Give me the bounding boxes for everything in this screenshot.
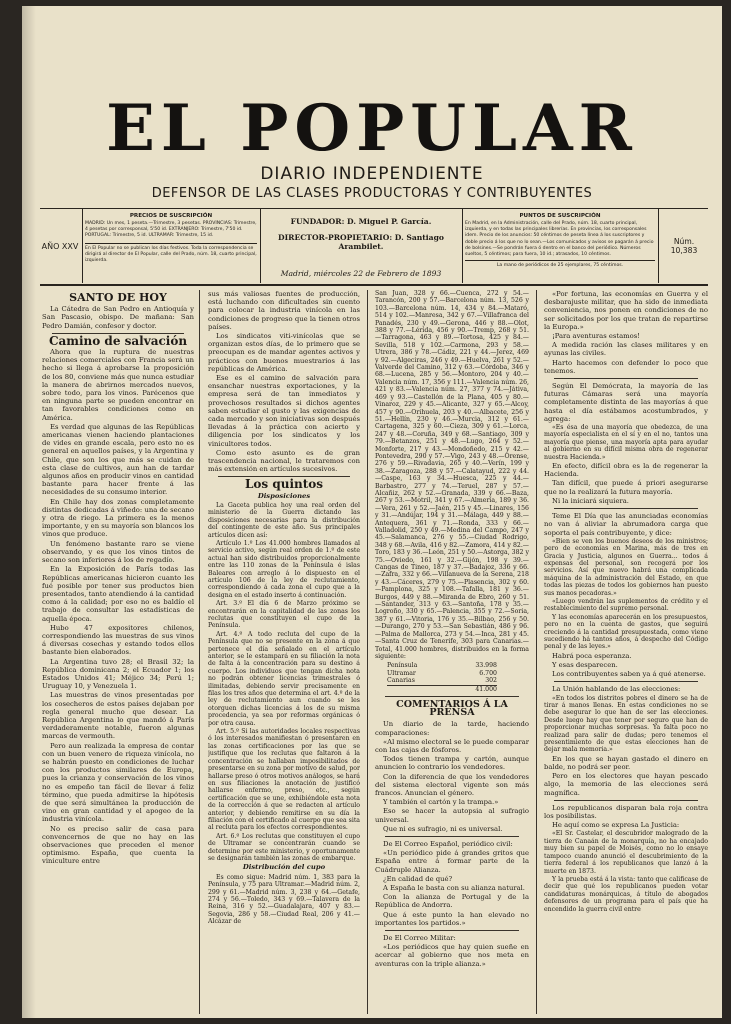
paragraph: «En todos los distritos pobres el dinero se ha de tirar á manos llenas. En estas condiciones no se debe asegurar lo que han de ser las elecciones. Desde luego hay que tener por seguro que han de proporcionar muchas sorpresas. Ya falta poco no realizad para salir de dudas; pero tenemos el presentimiento de que estas elecciones han de dejar mala memoria.» — [544, 694, 708, 754]
paragraph: Que ni es sufragio, ni es universal. — [383, 824, 503, 833]
paragraph: «El Sr. Castelar, el descubridor malogrado de la tierra de Canaán de la monarquía, no ha encajado muy bien su papel de Moisés, como no lo ensaye tampoco cuando anunció el descubrimiento de la tierra federal á los republicanos que lanzó á la muerte en 1873. — [544, 830, 708, 875]
paragraph: Teme El Día que las anunciadas economías no van á aliviar la abrumadora carga que soporta el país contribuyente, y dice: — [544, 512, 708, 537]
masthead-title: EL POPULAR — [106, 91, 638, 166]
paragraph: Ni la iniciará siquiera. — [552, 496, 629, 505]
precios-text: MADRID: Un mes, 1 peseta.—Trimestre, 3 pesetas. PROVINCIAS: Trimestre, 4 pesetas por corresponsal, 5'50 id. EXTRANJERO: Trimestre, 7'50 id. PORTUGAL: Trimestre, 5 id. ULTRAMAR: Trimestre, 15 id. — [85, 221, 257, 239]
paragraph: Ese es el camino de salvación para ensanchar nuestras exportaciones, y la empresa será de tan inmediatos y provechosos resultados si dichos agentes saben estudiar el gusto y las exigencias de cada mercado y son iniciativas son después llevadas á la práctica con acierto y diligencia por los sindicatos y los vinicultores todos. — [208, 374, 360, 448]
paragraph: Art. 6.º Los reclutas que constituyen el cupo de Ultramar se concentrarán cuando se determine por este ministerio, y oportunamente se designarán también las zonas de embarque. — [208, 832, 360, 862]
paragraph: En Chile hay dos zonas completamente distintas dedicadas á viñedo: una de secano y otra de riego. La primera es la menos importante, y en su mayoría son blancos los vinos que produce. — [42, 497, 194, 539]
paragraph: Un fenómeno bastante raro se viene observando, y es que los vinos tintos de secano son inferiores á los de regadío. — [42, 539, 194, 565]
paragraph: Y la prueba está á la vista: tanto que calificase de decir que qué los republicanos pueden votar candidaturas monárquicas, á título de abogados defensores de un programa para el país que ha encendido la guerra civil entre — [544, 875, 708, 913]
column-separator — [367, 290, 368, 1014]
headline: Camino de salvación — [48, 333, 188, 348]
paragraph: «Por fortuna, las economías en Guerra y el desbarajuste militar, que ha sido de inmediata conveniencia, nos ponen en condiciones de no ser solicitados por los que tratan de repartirse la Europa.» — [544, 290, 708, 331]
paragraph: «Los periódicos que hay quien sueñe en acercar al gobierno que nos meta en aventuras con la triple alianza.» — [375, 943, 529, 968]
column-separator — [536, 290, 537, 1014]
header-divider — [658, 209, 659, 283]
paragraph: Es verdad que algunas de las Repúblicas americanas vienen haciendo plantaciones de vides en grande escala, pero esto no es general en aquellos países, y la Argentina y Chile, que son los que más se cuidan de esta clase de cultivos, aun han de tardar algunos años en producir vinos en cantidad bastante para hacer frente á las necesidades de su consumo interior. — [42, 422, 194, 497]
year-label: AÑO XXV — [41, 241, 79, 251]
column-4 — [544, 290, 708, 914]
divider — [385, 836, 519, 837]
puntos-title: PUNTOS DE SUSCRIPCIÓN — [519, 213, 601, 219]
comentarios-title: COMENTARIOS Á LA PRENSA — [396, 698, 508, 719]
paragraph: San Juan, 328 y 66.—Cuenca, 272 y 54.—Tarancón, 200 y 57.—Barcelona núm. 13, 526 y 103.—Barcelona núm. 14, 434 y 84.—Mataró, 514 y 102.—Manresa, 342 y 67.—Villafranca del Panadés, 230 y 49.—Gerona, 446 y 88.—Olot, 388 y 77.—Lérida, 456 y 90.—Tremp, 268 y 51.—Tarragona, 463 y 89.—Tortosa, 425 y 84.—Sevilla, 518 y 102.—Carmona, 293 y 58.—Utrera, 386 y 78.—Cádiz, 221 y 44.—Jerez, 469 y 92.—Algeciras, 246 y 49.—Huelva, 261 y 52.—Valverde del Camino, 312 y 63.—Córdoba, 346 y 68.—Lucena, 285 y 56.—Montoro, 204 y 40.—Valencia núm. 17, 356 y 111.—Valencia núm. 26, 421 y 83.—Valencia núm. 27, 377 y 74.—Játiva, 469 y 93.—Castellón de la Plana, 405 y 80.—Vinaroz, 229 y 45.—Alicante, 327 y 65.—Alcoy, 457 y 90.—Orihuela, 203 y 40.—Albacete, 256 y 51.—Hellín, 230 y 46.—Murcia, 312 y 61.—Cartagena, 325 y 60.—Cieza, 309 y 61.—Lorca, 247 y 48.—Coruña, 349 y 68.—Santiago, 309 y 79.—Betanzos, 251 y 48.—Lugo, 264 y 52.—Monforte, 217 y 43.—Mondoñedo, 215 y 42.—Pontevedra, 290 y 57.—Vigo, 243 y 48.—Orense, 276 y 59.—Rivadavia, 265 y 40.—Verín, 199 y 38.—Zaragoza, 288 y 57.—Calatayud, 222 y 44.—Caspe, 163 y 34.—Huesca, 225 y 44.—Barbastro, 277 y 74.—Teruel, 287 y 57.—Alcañiz, 262 y 52.—Granada, 339 y 66.—Baza, 267 y 53.—Motril, 341 y 67.—Almería, 189 y 36.—Vera, 261 y 52.—Jaén, 215 y 45.—Linares, 156 y 31.—Andújar, 194 y 31.—Málaga, 449 y 88.—Antequera, 361 y 71.—Ronda, 333 y 66.—Valladolid, 250 y 49.—Medina del Campo, 247 y 45.—Salamanca, 276 y 55.—Ciudad Rodrigo, 348 y 68.—Avila, 416 y 82.—Zamora, 414 y 82.—Toro, 183 y 36.—León, 251 y 50.—Astorga, 382 y 75.—Oviedo, 161 y 32.—Gijón, 198 y 39.—Cangas de Tineo, 187 y 37.—Badajoz, 336 y 66.—Zafra, 332 y 66.—Villanueva de la Serena, 218 y 43.—Cáceres, 279 y 75.—Plasencia, 302 y 60.—Pamplona, 325 y 108.—Tafalla, 181 y 36.—Burgos, 449 y 88.—Miranda de Ebro, 260 y 51.—Santander, 313 y 63.—Santoña, 178 y 35.—Logroño, 330 y 65.—Palencia, 355 y 72.—Soria, 387 y 61.—Vitoria, 176 y 35.—Bilbao, 256 y 50.—Durango, 270 y 53.—San Sebastián, 486 y 96.—Palma de Mallorca, 273 y 54.—Inca, 281 y 45.—Santa Cruz de Tenerife, 303 para Canarias.—Total, 41.000 hombres, distribuidos en la forma siguiente: — [375, 290, 529, 660]
paragraph: He aquí como se expresa La Justicia: — [552, 821, 680, 830]
totals-row: Canarias 302 — [387, 677, 497, 685]
paragraph: «Bien se ven los buenos deseos de los ministros; pero de economías en Marina, más de tres en Gracia y Justicia, algunos en Guerra... todos á expensas del personal, son recogerá por los servicios. Así que nuevo habrá una complicada máquina de la administración del Estado, en que todas las piezas de todos los gobiernos han puesto sus manos pecadoras.» — [544, 537, 708, 597]
paragraph: A España le basta con su alianza natural. — [383, 884, 525, 892]
paragraph: Art. 5.º Si las autoridades locales respectivas ó los interesados manifiestan ó presentaren en las zonas certificaciones por las que se justifique que los reclutas que faltaron á la concentración se hallaban imposibilitados de presentarse en su zona por motivo de salud, por hallarse preso ó otros motivos análogos, se hará en sus filiaciones la anotación de justificó hallarse enfermo, preso, etc., según certificación que se une, exhibiéndole esta nota de la corrección á que se redacten al artículo anterior, y debiendo remitirse en su día la filiación con el certificado al cuerpo que sea sita al recluta para los efectos correspondientes. — [208, 728, 360, 832]
paragraph: Art. 4.º A todo recluta del cupo de la Península que no se presente en la zona á que pertenece el día señalado en el artículo anterior, se le estampará en su filiación la nota de falta á la concentración para su destino á cuerpo. Los individuos que tengan dicha nota no podrán obtener licencias trimestrales ó ilimitadas, debiendo servir precisamente en filas los tres años que determina el art. 4.º de la ley de reclutamiento aun cuando se les otorguen dichas licencias á los de su misma procedencia, ya sea por reformas orgánicas ó por otra causa. — [208, 630, 360, 727]
paragraph: La Gaceta publica hoy una real orden del ministerio de la Guerra dictando las disposiciones necesarias para la distribución del contingente de este año. Sus principales artículos dicen así: — [208, 501, 360, 539]
dateline: Madrid, miércoles 22 de Febrero de 1893 — [280, 269, 442, 278]
divider — [385, 696, 519, 697]
paragraph: Habrá poca esperanza. — [552, 651, 632, 660]
precios-note: En El Popular no se publican los días festivos. Toda la correspondencia se dirigirá al director de El Popular, calle del Prado, núm. 18, cuarto principal, izquierda. — [85, 243, 257, 265]
paragraph: Art. 3.º El día 6 de Marzo próximo se encontrarán en la capitalidad de las zonas los reclutas que constituyen el cupo de la Península. — [208, 600, 360, 630]
paragraph: Los contribuyentes saben ya á qué atenerse. — [552, 670, 706, 679]
director-line: DIRECTOR-PROPIETARIO: D. Santiago Arambilet. — [278, 233, 444, 251]
paragraph: Los sindicatos viti-vinícolas que se organizan estos días, de lo primero que se preocupan es de mandar agentes activos y prácticos con buenos muestrarios á las repúblicas de América. — [208, 332, 360, 373]
paragraph: En efecto, difícil obra es la de regenerar la Hacienda. — [544, 462, 708, 479]
paragraph: ¡Para aventuras estamos! — [552, 332, 640, 341]
quintos-title: Los quintos — [244, 477, 324, 492]
puntos-note: La mano de periódicos de 25 ejemplares, 75 céntimos. — [465, 260, 655, 269]
paragraph: Según El Demócrata, la mayoría de las futuras Cámaras será una mayoría completamente distinta de las mayorías á que hasta el día estábamos acostumbrados, y agrega: — [544, 382, 708, 423]
paragraph: Y las economías aparecerán en los presupuestos, pero no en la cuenta de gastos, que seguirá creciendo á la cantidad presupuestada, como viene sucediendo há tantos años, á despecho del Código penal y de las leyes.» — [544, 613, 708, 651]
totals-row: 41.000 — [387, 685, 497, 693]
divider — [385, 930, 519, 931]
paragraph: Y también el cartón y la trampa.» — [383, 798, 499, 807]
paragraph: Las muestras de vinos presentadas por los cosecheros de estos países dejaban por regla general mucho que desear. La República Argentina lo que mandó á París verdaderamente notable, fueron algunas marcas de vermouth. — [42, 691, 194, 741]
paragraph: En los que se hayan gastado el dinero en balde, no podrá ser peor. — [544, 754, 708, 772]
direction-box — [263, 209, 459, 283]
paragraph: Un diario de la tarde, haciendo comparaciones: — [375, 720, 529, 737]
paragraph: Con la alianza de Portugal y de la República de Andorra. — [375, 893, 529, 910]
paragraph: Tan difícil, que puede á priori asegurarse que no la realizará la futura mayoría. — [544, 479, 708, 496]
paragraph: De El Correo Militar: — [383, 934, 456, 943]
totals-table — [387, 662, 529, 693]
masthead-motto: DEFENSOR DE LAS CLASES PRODUCTORAS Y CONTRIBUYENTES — [151, 186, 593, 201]
paragraph: ¿En calidad de qué? — [383, 874, 453, 883]
paragraph: Con la diferencia de que los vendedores del sistema electoral vigente son más francos. Anuncian el género. — [375, 772, 529, 797]
fundador-line: FUNDADOR: D. Miguel P. García. — [290, 217, 432, 226]
masthead-subtitle: DIARIO INDEPENDIENTE — [260, 164, 484, 184]
paragraph: sus más valiosas fuentes de producción, está luchando con dificultades sin cuento para colocar la industria vinícola en las condiciones de progreso que la tienen otros países. — [208, 290, 360, 331]
dispos-title: Disposiciones — [257, 491, 311, 500]
totals-row: Ultramar 6.700 — [387, 669, 497, 677]
paragraph: Como esto asunto es de gran trascendencia nacional, le trataremos con más extensión en artículos sucesivos. — [208, 448, 360, 474]
paragraph: La Argentina tuvo 28; el Brasil 32; la República dominicana 2; el Ecuador 1; los Estados Unidos 41; Méjico 34; Perú 1; Uruguay 10, y Venezuela 1. — [42, 657, 194, 691]
divider — [554, 378, 698, 379]
paragraph: Que á este punto la han elevado no importantes los partidos.» — [375, 910, 529, 927]
header-divider — [462, 209, 463, 283]
paragraph: Los republicanos disparan bala roja contra los posibilistas. — [544, 803, 708, 821]
precios-box — [85, 209, 257, 283]
column-separator — [199, 290, 200, 1014]
paragraph: Eso se hacer la autopsia al sufragio universal. — [375, 807, 529, 824]
paragraph: Harto hacemos con defender lo poco que tenemos. — [544, 358, 708, 375]
paragraph: «Es ésa de una mayoría que obedezca, de una mayoría especialista en el sí y en el no, tantos una mayoría que piense, una mayoría apta para ayudar al gobierno en su difícil misma obra de regenerar nuestra Hacienda.» — [544, 424, 708, 461]
column-1 — [42, 290, 194, 867]
header-divider — [260, 209, 261, 283]
totals-row: Península 33.998 — [387, 662, 497, 670]
paragraph: La Unión hablando de las elecciones: — [552, 685, 681, 694]
newspaper-page — [22, 6, 722, 1018]
paragraph: Ahora que la ruptura de nuestras relaciones comerciales con Francia será un hecho si llega á aprobarse la proposición de los 80, conviene más que nunca estudiar la manera de abrirnos mercados nuevos, sobre todo, para los vinos. Parécenos que en ninguna parte se pueden encontrar en tan favorables condiciones como en América. — [42, 348, 194, 422]
issue-number: Núm. 10,383 — [670, 237, 698, 255]
precios-title: PRECIOS DE SUSCRIPCIÓN — [129, 213, 213, 219]
paragraph: En la Exposición de París todas las Repúblicas americanas hicieron cuanto les fué posible por tener sus productos bien presentados, tanto atendiendo á la cantidad como á la calidad; por eso no es baldío el trabajo de consultar las estadísticas de aquella época. — [42, 565, 194, 623]
paragraph: «Un periódico pide á grandes gritos que España entre á formar parte de la Cuádruple Alianza. — [375, 849, 529, 874]
paragraph: Pero aun realizada la empresa de contar con un buen venero de riqueza vinícola, no se habrán puesto en condiciones de luchar con los productos similares de Europa, pues la crianza y conservación de los vinos no es empeño tan fácil de llevar á feliz término, que pueda admitirse la hipótesis de que será simultánea la producción de vino en gran cantidad y el apogeo de la industria vinícola. — [42, 741, 194, 824]
divider — [554, 508, 698, 509]
paragraph: Y esas desparecen. — [552, 661, 618, 669]
column-2 — [208, 290, 360, 927]
paragraph: Pero en los electores que hayan pescado algo, la memoria de las elecciones será magnífica. — [544, 772, 708, 797]
divider — [554, 681, 698, 682]
header-divider — [82, 209, 83, 283]
paragraph: Artículo 1.º Los 41.000 hombres llamados al servicio activo, según real orden de 1.º de este actual han sido distribuidos proporcionalmente entre las 110 zonas de la Península é islas Baleares con arreglo á lo dispuesto en el artículo 106 de la ley de reclutamiento, correspondiendo á cada zona el cupo que a la designa en el estado inserto á continuación. — [208, 539, 360, 599]
column-3 — [375, 290, 529, 969]
paragraph: Es como sigue: Madrid núm. 1, 383 para la Península, y 75 para Ultramar.—Madrid núm. 2, 299 y 61.—Madrid núm. 3, 238 y 64.—Getafe, 274 y 56.—Toledo, 343 y 69.—Talavera de la Reina, 316 y 52.—Guadalajara, 407 y 83.—Segovia, 286 y 58.—Ciudad Real, 206 y 41.—Alcázar de — [208, 873, 360, 926]
paragraph: A medida ración las clases militares y en ayunas las civiles. — [544, 341, 708, 358]
paragraph: De El Correo Español, periódico civil: — [383, 839, 513, 848]
puntos-text: En Madrid, en la Administración, calle del Prado, núm. 18, cuarto principal, izquierda, y en todas las principales librerías. En provincias, los corresponsales idem. Precio de los anuncios: 50 céntimos de peseta línea á los suscriptores y doble precio á los que no lo sean.—Los comunicados y avisos se pagarán á precio de bolsines.—Se pondrán fuera ó dentro en el banco del periódico. Números sueltos, 5 céntimos; para fuera, 10 id.; atrasados, 10 céntimos. — [465, 221, 654, 258]
paragraph: Todos tienen trampa y cartón, aunque anuncien lo contrario los vendedores. — [375, 755, 529, 772]
paragraph: No es preciso salir de casa para convencernos de que no hay en las observaciones que preceden el menor optimismo. España, que cuenta la viniculture entre — [42, 824, 194, 866]
paragraph: «Al mismo electoral se le puede comparar con las cajas de fósforos. — [375, 737, 529, 754]
santo-text: La Cátedra de San Pedro en Antioquía y San Pascasio, obispo. De mañana: San Pedro Damián, confesor y doctor. — [42, 305, 194, 330]
divider — [554, 800, 698, 801]
paragraph: «Luego vendrán las suplementos de crédito y el restablecimiento del supremo personal. — [544, 597, 708, 613]
paragraph: Hubo 47 expositores chilenos, correspondiendo las muestras de sus vinos á diversas cosechas y estando todos ellos bastante bien elaborados. — [42, 623, 194, 657]
header-bottom-rule — [40, 284, 708, 286]
puntos-box — [465, 209, 655, 283]
santo-title: SANTO DE HOY — [69, 291, 167, 304]
distrib-title: Distribución del cupo — [242, 863, 326, 872]
